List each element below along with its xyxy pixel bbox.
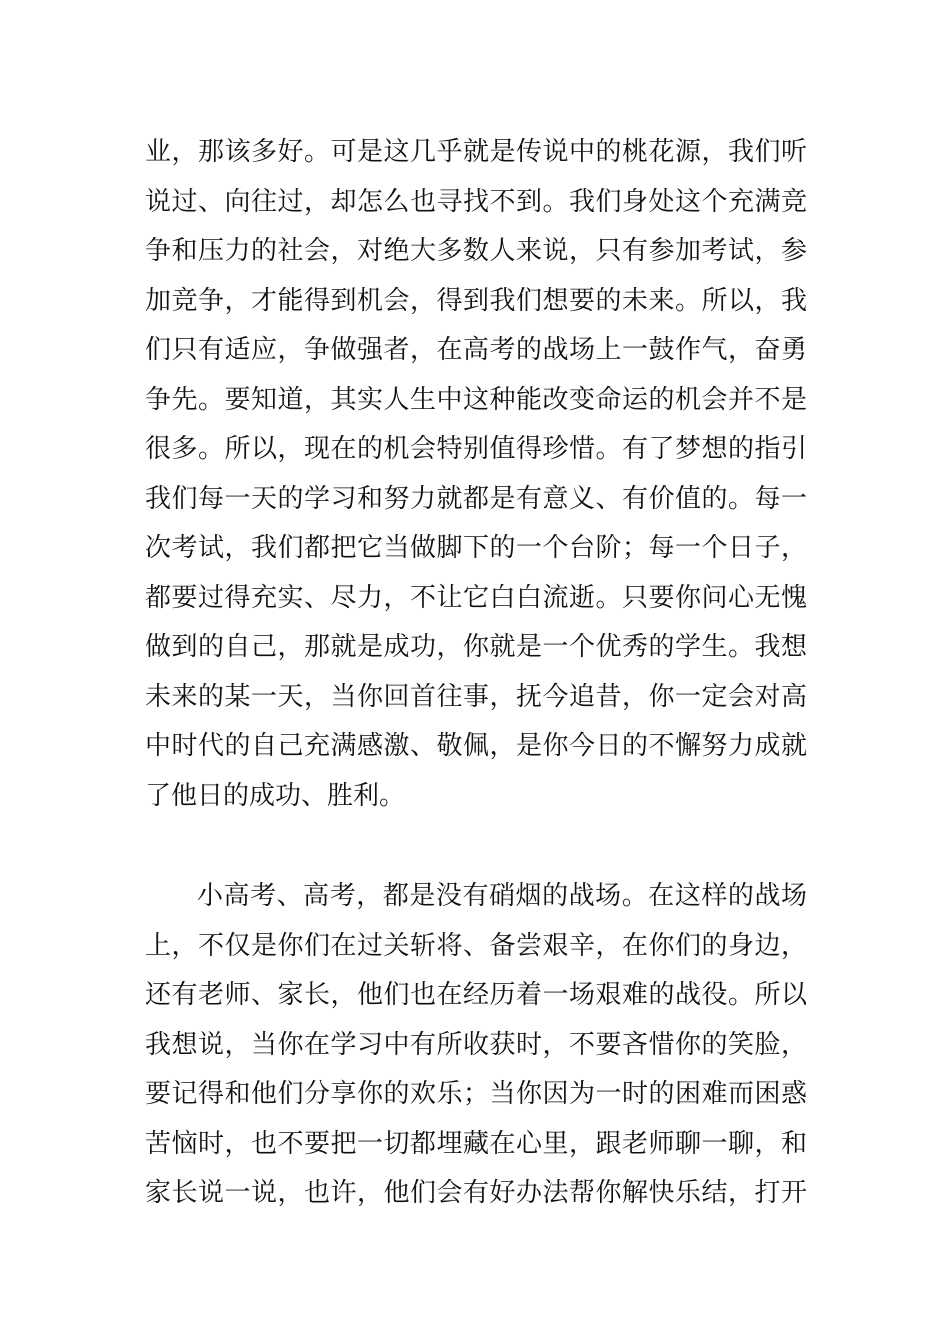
paragraph-line: 说过、向往过，却怎么也寻找不到。我们身处这个充满竞 bbox=[145, 186, 807, 217]
paragraph-line: 都要过得充实、尽力，不让它白白流逝。只要你问心无愧 bbox=[145, 582, 807, 613]
paragraph-1 bbox=[145, 128, 807, 821]
paragraph-line: 苦恼时，也不要把一切都埋藏在心里，跟老师聊一聊，和 bbox=[145, 1128, 807, 1159]
paragraph-line: 要记得和他们分享你的欢乐；当你因为一时的困难而困惑 bbox=[145, 1079, 807, 1109]
paragraph-line: 未来的某一天，当你回首往事，抚今追昔，你一定会对高 bbox=[145, 681, 807, 712]
paragraph-2 bbox=[145, 872, 807, 1219]
paragraph-line: 我们每一天的学习和努力就都是有意义、有价值的。每一 bbox=[145, 483, 807, 514]
paragraph-line: 家长说一说，也许，他们会有好办法帮你解快乐结，打开 bbox=[145, 1178, 807, 1208]
paragraph-line: 很多。所以，现在的机会特别值得珍惜。有了梦想的指引 bbox=[145, 434, 807, 464]
paragraph-line: 争先。要知道，其实人生中这种能改变命运的机会并不是 bbox=[145, 384, 807, 415]
paragraph-line: 我想说，当你在学习中有所收获时，不要吝惜你的笑脸， bbox=[145, 1029, 807, 1060]
paragraph-line: 加竞争，才能得到机会，得到我们想要的未来。所以，我 bbox=[145, 285, 807, 316]
paragraph-line: 次考试，我们都把它当做脚下的一个台阶；每一个日子， bbox=[145, 533, 807, 563]
paragraph-line: 做到的自己，那就是成功，你就是一个优秀的学生。我想 bbox=[145, 632, 807, 662]
paragraph-line: 中时代的自己充满感激、敬佩，是你今日的不懈努力成就 bbox=[145, 731, 807, 761]
paragraph-line: 们只有适应，争做强者，在高考的战场上一鼓作气，奋勇 bbox=[145, 335, 807, 365]
paragraph-line: 还有老师、家长，他们也在经历着一场艰难的战役。所以 bbox=[145, 980, 807, 1010]
paragraph-line: 争和压力的社会，对绝大多数人来说，只有参加考试，参 bbox=[145, 236, 807, 266]
paragraph-line: 上，不仅是你们在过关斩将、备尝艰辛，在你们的身边， bbox=[145, 930, 807, 961]
paragraph-line: 了他日的成功、胜利。 bbox=[145, 780, 406, 811]
paragraph-line: 小高考、高考，都是没有硝烟的战场。在这样的战场 bbox=[197, 881, 807, 911]
paragraph-line: 业，那该多好。可是这几乎就是传说中的桃花源，我们听 bbox=[145, 137, 807, 167]
